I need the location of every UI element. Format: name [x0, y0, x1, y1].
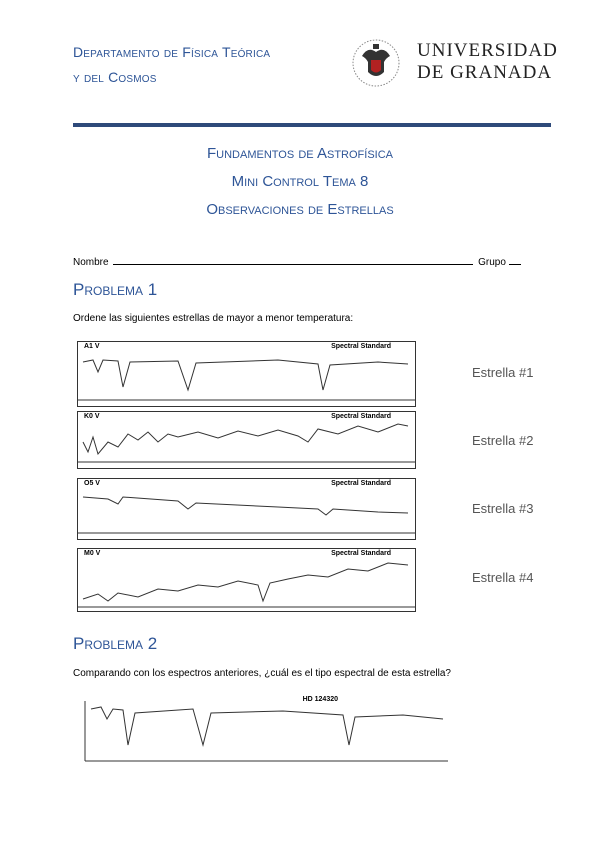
- name-line: [73, 255, 521, 268]
- university-line-2: DE GRANADA: [417, 62, 553, 83]
- spectrum-type-label: K0 V: [84, 413, 100, 420]
- spectrum-star-label: HD 124320: [302, 696, 338, 703]
- problem-2-heading: Problema 2: [73, 634, 158, 653]
- course-title: Fundamentos de Astrofísica: [207, 145, 393, 162]
- document-titles: [0, 140, 600, 224]
- spectral-standard-label: Spectral Standard: [331, 550, 391, 557]
- problem-2-question: Comparando con los espectros anteriores, ¿cuál es el tipo espectral de esta estrella?: [73, 668, 451, 679]
- spectrum-plot-4: [78, 549, 415, 611]
- spectrum-panel-3: [77, 478, 416, 540]
- star-label-2: Estrella #2: [472, 433, 534, 448]
- spectrum-panel-question: [83, 695, 448, 763]
- spectrum-type-label: O5 V: [84, 480, 100, 487]
- dept-line-1: Departamento de Física Teórica: [73, 44, 271, 60]
- spectrum-panel-1: [77, 341, 416, 407]
- spectrum-type-label: M0 V: [84, 550, 101, 557]
- spectrum-panel-4: [77, 548, 416, 612]
- dept-line-2: y del Cosmos: [73, 69, 157, 85]
- nombre-label: Nombre: [73, 257, 109, 268]
- star-label-1: Estrella #1: [472, 365, 534, 380]
- spectrum-plot-3: [78, 479, 415, 539]
- star-label-4: Estrella #4: [472, 570, 534, 585]
- star-label-3: Estrella #3: [472, 501, 534, 516]
- header-divider: [73, 123, 551, 127]
- spectrum-plot-question: [83, 695, 448, 763]
- university-crest-icon: [346, 38, 406, 88]
- university-name: [417, 40, 558, 84]
- spectrum-plot-2: [78, 412, 415, 468]
- spectrum-plot-1: [78, 342, 415, 406]
- problem-1-heading: Problema 1: [73, 280, 158, 299]
- grupo-label: Grupo: [478, 257, 506, 268]
- department-name: [73, 40, 270, 90]
- quiz-title: Mini Control Tema 8: [231, 173, 369, 190]
- topic-title: Observaciones de Estrellas: [206, 201, 394, 218]
- university-line-1: UNIVERSIDAD: [417, 40, 558, 61]
- spectral-standard-label: Spectral Standard: [331, 480, 391, 487]
- problem-1-question: Ordene las siguientes estrellas de mayor a menor temperatura:: [73, 313, 354, 324]
- spectrum-type-label: A1 V: [84, 343, 100, 350]
- nombre-field[interactable]: [113, 255, 473, 265]
- spectral-standard-label: Spectral Standard: [331, 413, 391, 420]
- grupo-field[interactable]: [509, 255, 521, 265]
- spectrum-panel-2: [77, 411, 416, 469]
- spectral-standard-label: Spectral Standard: [331, 343, 391, 350]
